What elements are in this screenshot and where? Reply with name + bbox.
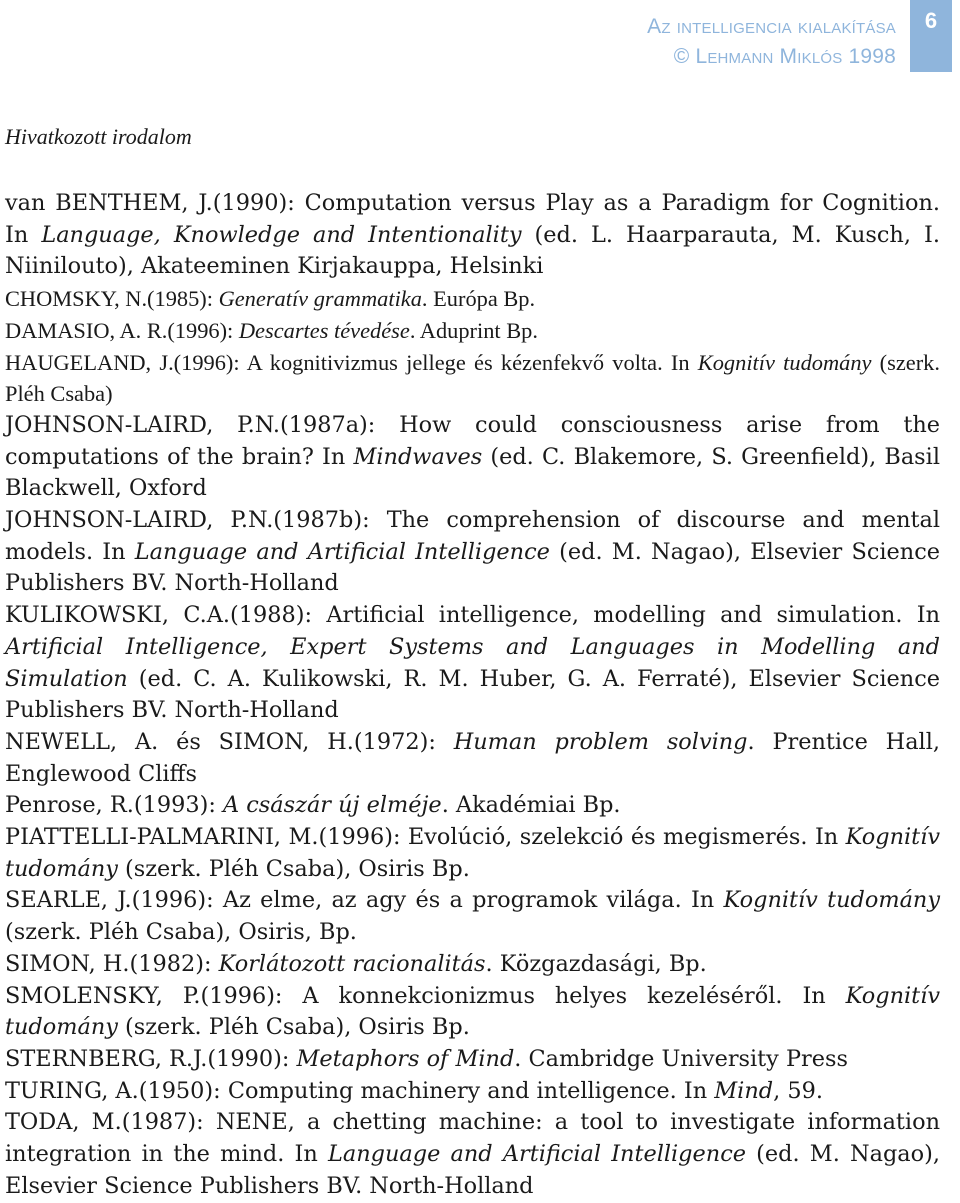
header-author: © Lehmann Miklós 1998 <box>673 45 896 68</box>
page-header <box>647 0 952 72</box>
reference-title: Generatív grammatika <box>218 286 422 312</box>
reference-text: (szerk. Pléh Csaba), Osiris Bp. <box>117 1014 470 1041</box>
reference-text: CHOMSKY, N.(1985): <box>5 286 219 312</box>
reference-entry <box>5 188 940 283</box>
reference-title: Kognitív tudomány <box>723 887 940 914</box>
reference-entry <box>5 1044 940 1076</box>
reference-text: . Európa Bp. <box>421 286 536 312</box>
reference-text: Penrose, R.(1993): <box>5 792 223 819</box>
reference-text: van BENTHEM, J.(1990): Computation versus Play as a Paradigm for Cognition. In <box>5 190 940 248</box>
reference-text: TODA, M.(1987): NENE, a chetting machine: a tool to investigate information integration in the mind. In <box>5 1109 940 1168</box>
reference-title: Kognitív tudomány <box>5 824 940 882</box>
reference-title: Metaphors of Mind <box>296 1045 515 1072</box>
reference-text: KULIKOWSKI, C.A.(1988): Artificial intelligence, modelling and simulation. In <box>5 602 940 629</box>
section-title: Hivatkozott irodalom <box>5 124 192 149</box>
page-number: 6 <box>910 0 952 72</box>
reference-text: STERNBERG, R.J.(1990): <box>5 1045 297 1072</box>
reference-title: Mindwaves <box>353 443 483 470</box>
reference-entry <box>5 981 940 1044</box>
reference-text: (ed. M. Nagao), Elsevier Science Publishers BV. North-Holland <box>5 538 940 597</box>
reference-list <box>5 188 940 1203</box>
reference-text: TURING, A.(1950): Computing machinery and intelligence. In <box>5 1077 715 1104</box>
reference-title: Mind <box>714 1077 774 1104</box>
header-text-block <box>647 0 910 72</box>
reference-entry <box>5 949 940 981</box>
reference-entry <box>5 1076 940 1108</box>
reference-text: PIATTELLI-PALMARINI, M.(1996): Evolúció, szelekció és megismerés. In <box>5 824 846 851</box>
reference-text: (ed. C. Blakemore, S. Greenfield), Basil Blackwell, Oxford <box>5 443 940 502</box>
reference-text: (ed. C. A. Kulikowski, R. M. Huber, G. A. Ferraté), Elsevier Science Publishers BV. North-Holland <box>5 665 940 724</box>
reference-title: Korlátozott racionalitás <box>218 950 486 977</box>
reference-entry <box>5 727 940 790</box>
reference-title: Language and Artificial Intelligence <box>134 538 550 565</box>
reference-text: JOHNSON-LAIRD, P.N.(1987b): The comprehension of discourse and mental models. In <box>5 507 940 565</box>
reference-text: (szerk. Pléh Csaba), Osiris Bp. <box>117 855 470 882</box>
reference-title: Language, Knowledge and Intentionality <box>41 221 522 248</box>
reference-title: A császár új elméje <box>222 792 442 819</box>
header-title: Az intelligencia kialakítása <box>647 15 896 38</box>
reference-entry <box>5 885 940 948</box>
reference-text: , 59. <box>773 1077 823 1104</box>
reference-title: Kognitív tudomány <box>5 982 940 1041</box>
reference-entry <box>5 822 940 885</box>
reference-entry <box>5 283 940 315</box>
reference-text: SMOLENSKY, P.(1996): A konnekcionizmus helyes kezeléséről. In <box>5 982 846 1009</box>
reference-title: Language and Artificial Intelligence <box>328 1141 746 1168</box>
reference-text: SIMON, H.(1982): <box>5 950 219 977</box>
reference-entry <box>5 315 940 347</box>
reference-text: . Prentice Hall, Englewood Cliffs <box>5 728 940 787</box>
reference-text: DAMASIO, A. R.(1996): <box>5 317 239 343</box>
reference-title: Artificial Intelligence, Expert Systems and Languages in Modelling and Simulation <box>5 633 940 692</box>
reference-text: (ed. L. Haarparauta, M. Kusch, I. Niinilouto), Akateeminen Kirjakauppa, Helsinki <box>5 221 940 280</box>
reference-text: (szerk. Pléh Csaba), Osiris, Bp. <box>5 919 357 946</box>
reference-text: (ed. M. Nagao), Elsevier Science Publishers BV. North-Holland <box>5 1141 940 1199</box>
reference-title: Human problem solving <box>453 728 748 755</box>
reference-text: . Cambridge University Press <box>514 1045 848 1072</box>
reference-entry <box>5 347 940 410</box>
reference-text: . Közgazdasági, Bp. <box>485 950 707 977</box>
reference-entry <box>5 790 940 822</box>
reference-text: NEWELL, A. és SIMON, H.(1972): <box>5 728 454 755</box>
reference-entry <box>5 1107 940 1202</box>
reference-text: HAUGELAND, J.(1996): A kognitivizmus jellege és kézenfekvő volta. In <box>5 349 698 375</box>
reference-title: Kognitív tudomány <box>697 349 872 375</box>
reference-entry <box>5 410 940 505</box>
reference-entry <box>5 600 940 727</box>
reference-text: SEARLE, J.(1996): Az elme, az agy és a programok világa. In <box>5 887 724 914</box>
reference-text: . Akadémiai Bp. <box>441 792 621 819</box>
reference-text: (szerk. Pléh Csaba) <box>5 349 940 407</box>
reference-text: . Aduprint Bp. <box>409 317 538 343</box>
reference-entry <box>5 505 940 600</box>
reference-title: Descartes tévedése <box>238 317 410 343</box>
reference-text: JOHNSON-LAIRD, P.N.(1987a): How could consciousness arise from the computations of the brain? In <box>5 411 940 470</box>
